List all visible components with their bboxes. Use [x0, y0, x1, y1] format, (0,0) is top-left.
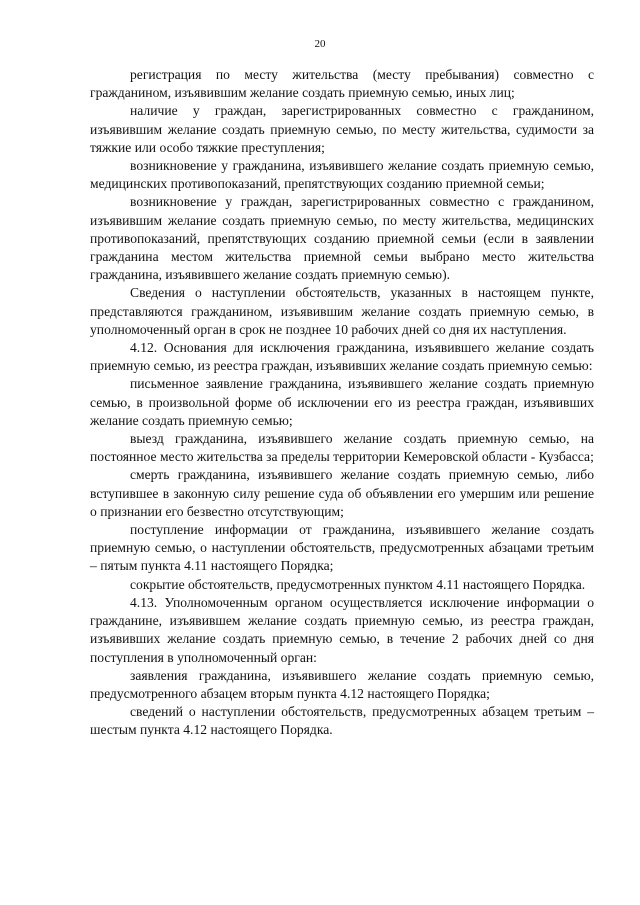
page-number: 20	[314, 38, 326, 50]
paragraph: сведений о наступлении обстоятельств, предусмотренных абзацем третьим – шестым пункта 4.12 настоящего Порядка.	[90, 704, 594, 738]
paragraph: наличие у граждан, зарегистрированных совместно с гражданином, изъявившим желание создать приемную семью, по месту жительства, судимости за тяжкие или особо тяжкие преступления;	[90, 103, 594, 155]
paragraph: возникновение у граждан, зарегистрированных совместно с гражданином, изъявившим желание создать приемную семью, по месту жительства, медицинских противопоказаний, препятствующих созданию приемной семьи (если в заявлении гражданина местом жительства приемной семьи выбрано место жительства гражданина, изъявившего желание создать приемную семью).	[90, 194, 594, 283]
paragraph: письменное заявление гражданина, изъявившего желание создать приемную семью, в произвольной форме об исключении его из реестра граждан, изъявивших желание создать приемную семью;	[90, 376, 594, 428]
paragraph: 4.13. Уполномоченным органом осуществляется исключение информации о гражданине, изъявившем желание создать приемную семью, из реестра граждан, изъявивших желание создать приемную семью, в течение 2 рабочих дней со дня поступления в уполномоченный орган:	[90, 594, 594, 665]
paragraph: выезд гражданина, изъявившего желание создать приемную семью, на постоянное место жительства за пределы территории Кемеровской области - Кузбасса;	[90, 431, 594, 465]
paragraph: 4.12. Основания для исключения гражданина, изъявившего желание создать приемную семью, из реестра граждан, изъявивших желание создать приемную семью:	[90, 340, 594, 374]
paragraph: смерть гражданина, изъявившего желание создать приемную семью, либо вступившее в законную силу решение суда об объявлении его умершим или решение о признании его безвестно отсутствующим;	[90, 467, 594, 519]
paragraph: сокрытие обстоятельств, предусмотренных пунктом 4.11 настоящего Порядка.	[130, 576, 586, 592]
document-body	[90, 66, 594, 740]
paragraph: заявления гражданина, изъявившего желание создать приемную семью, предусмотренного абзацем вторым пункта 4.12 настоящего Порядка;	[90, 667, 594, 701]
paragraph: поступление информации от гражданина, изъявившего желание создать приемную семью, о наступлении обстоятельств, предусмотренных абзацами третьим – пятым пункта 4.11 настоящего Порядка;	[90, 522, 594, 574]
paragraph: регистрация по месту жительства (месту пребывания) совместно с гражданином, изъявившим желание создать приемную семью, иных лиц;	[90, 67, 594, 101]
paragraph: Сведения о наступлении обстоятельств, указанных в настоящем пункте, представляются гражданином, изъявившим желание создать приемную семью, в уполномоченный орган в срок не позднее 10 рабочих дней со дня их наступления.	[90, 285, 594, 337]
paragraph: возникновение у гражданина, изъявившего желание создать приемную семью, медицинских противопоказаний, препятствующих созданию приемной семьи;	[90, 158, 594, 192]
